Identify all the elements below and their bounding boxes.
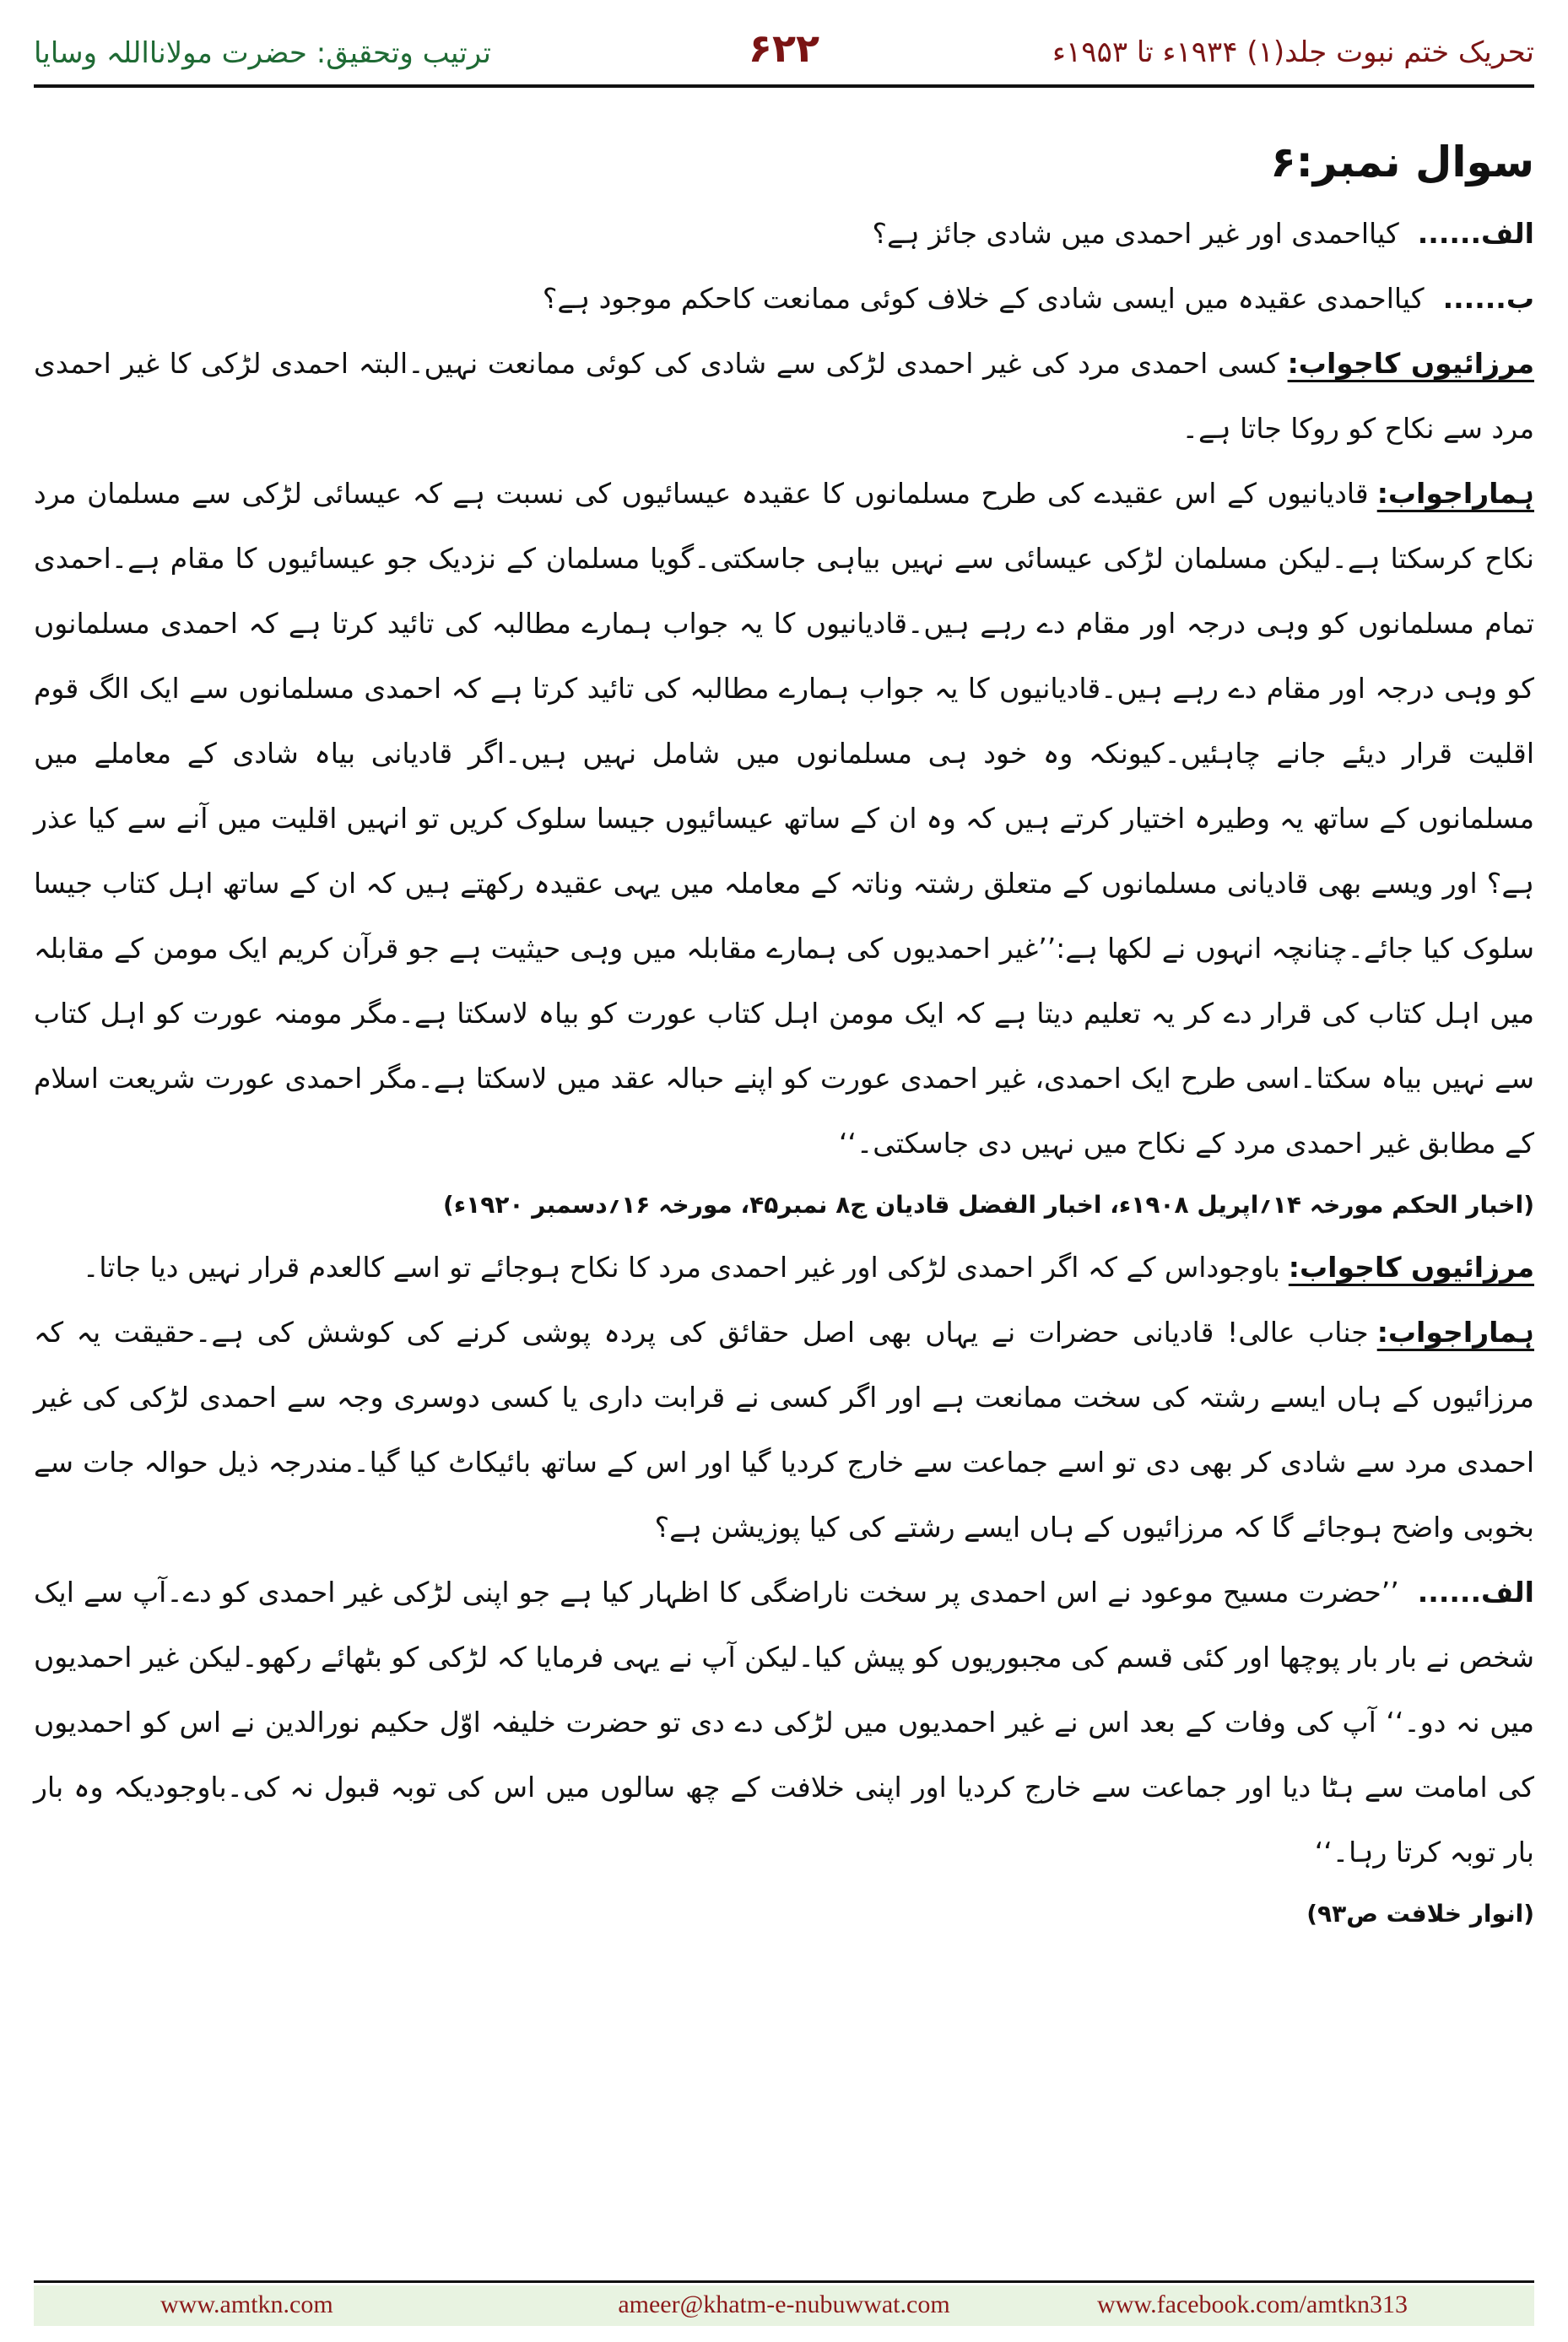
our-answer-1: [34, 461, 1534, 1176]
page-footer: [34, 2285, 1534, 2326]
answer-label: ہماراجواب:: [1376, 477, 1534, 510]
question-item-alif: [34, 201, 1534, 266]
item-text: کیااحمدی اور غیر احمدی میں شادی جائز ہے؟: [872, 217, 1399, 250]
compiler-credit: ترتیب وتحقیق: حضرت مولانااللہ وسایا: [34, 36, 491, 70]
item-text: کیااحمدی عقیدہ میں ایسی شادی کے خلاف کوئی ممانعت کاحکم موجود ہے؟: [542, 282, 1425, 315]
answer-label: مرزائیوں کاجواب:: [1287, 347, 1534, 380]
facebook-link[interactable]: www.facebook.com/amtkn313: [1097, 2291, 1408, 2318]
header-divider: [34, 84, 1534, 88]
item-marker: الف......: [1417, 1576, 1534, 1609]
answer-label: مرزائیوں کاجواب:: [1288, 1251, 1534, 1284]
footer-divider: [34, 2280, 1534, 2283]
quote-text: ’’حضرت مسیح موعود نے اس احمدی پر سخت ناراضگی کا اظہار کیا ہے جو اپنی لڑکی غیر احمدی کو دے۔آپ سے ایک شخص نے بار بار پوچھا اور کئی قسم کی مجبوریوں کو پیش کیا۔لیکن آپ نے یہی فرمایا کہ لڑکی کو بٹھائے رکھو۔لیکن غیر احمدیوں میں نہ دو۔‘‘ آپ کی وفات کے بعد اس نے غیر احمدیوں میں لڑکی دے دی تو حضرت خلیفہ اوّل حکیم نورالدین نے اس کو احمدیوں کی امامت سے ہٹا دیا اور جماعت سے خارج کردیا اور اپنی خلافت کے چھ سالوں میں اس کی توبہ قبول نہ کی۔باوجودیکہ وہ بار بار توبہ کرتا رہا۔‘‘: [34, 1576, 1535, 1869]
email-link[interactable]: ameer@khatm-e-nubuwwat.com: [618, 2291, 950, 2318]
item-marker: الف......: [1417, 217, 1534, 250]
book-title: تحریک ختم نبوت جلد(۱) ۱۹۳۴ء تا ۱۹۵۳ء: [1052, 35, 1534, 69]
page-number: ۶۲۲: [748, 25, 820, 71]
page-header: [34, 25, 1534, 84]
quote-alif: [34, 1560, 1534, 1885]
question-item-be: [34, 266, 1534, 331]
item-marker: ب......: [1442, 282, 1534, 315]
answer-label: ہماراجواب:: [1376, 1316, 1534, 1349]
reference-citation: (اخبار الحکم مورخہ ۱۴؍اپریل ۱۹۰۸ء، اخبار الفضل قادیان ج۸ نمبر۴۵، مورخہ ۱۶؍دسمبر ۱۹۲۰ء): [443, 1191, 1534, 1219]
answer-text: کسی احمدی مرد کی غیر احمدی لڑکی سے شادی کی کوئی ممانعت نہیں۔البتہ احمدی لڑکی کا غیر احمدی مرد سے نکاح کو روکا جاتا ہے۔: [34, 347, 1534, 445]
our-answer-2: [34, 1300, 1534, 1560]
mirzai-answer-1: [34, 331, 1534, 461]
page-body: [34, 127, 1534, 1944]
answer-text: باوجوداس کے کہ اگر احمدی لڑکی اور غیر احمدی مرد کا نکاح ہوجائے تو اسے کالعدم قرار نہیں دیا جاتا۔: [83, 1251, 1280, 1284]
answer-text: جناب عالی! قادیانی حضرات نے یہاں بھی اصل حقائق کی پردہ پوشی کرنے کی کوشش کی ہے۔حقیقت یہ کہ مرزائیوں کے ہاں ایسے رشتہ کی سخت ممانعت ہے اور اگر کسی نے قرابت داری یا کسی دوسری وجہ سے احمدی لڑکی کی غیر احمدی مرد سے شادی کر بھی دی تو اسے جماعت سے خارج کردیا گیا اور اس کے ساتھ بائیکاٹ کیا گیا۔مندرجہ ذیل حوالہ جات سے بخوبی واضح ہوجائے گا کہ مرزائیوں کے ہاں ایسے رشتے کی کیا پوزیشن ہے؟: [34, 1316, 1534, 1544]
question-heading: سوال نمبر:۶: [1270, 138, 1534, 187]
website-link[interactable]: www.amtkn.com: [160, 2291, 333, 2318]
mirzai-answer-2: [34, 1235, 1534, 1300]
answer-text: قادیانیوں کے اس عقیدے کی طرح مسلمانوں کا عقیدہ عیسائیوں کی نسبت ہے کہ عیسائی لڑکی سے مسلمان مرد نکاح کرسکتا ہے۔لیکن مسلمان لڑکی عیسائی سے نہیں بیاہی جاسکتی۔گویا مسلمان کے نزدیک جو عیسائیوں کا مقام ہے۔احمدی تمام مسلمانوں کو وہی درجہ اور مقام دے رہے ہیں۔قادیانیوں کا یہ جواب ہمارے مطالبہ کی تائید کرتا ہے کہ احمدی مسلمانوں کو وہی درجہ اور مقام دے رہے ہیں۔قادیانیوں کا یہ جواب ہمارے مطالبہ کی تائید کرتا ہے کہ احمدی مسلمانوں سے ایک الگ قوم اقلیت قرار دیئے جانے چاہئیں۔کیونکہ وہ خود ہی مسلمانوں میں شامل نہیں ہیں۔اگر قادیانی بیاہ شادی کے معاملے میں مسلمانوں کے ساتھ یہ وطیرہ اختیار کرتے ہیں کہ وہ ان کے ساتھ عیسائیوں جیسا سلوک کریں تو انہیں اقلیت میں آنے سے کیا عذر ہے؟ اور ویسے بھی قادیانی مسلمانوں کے متعلق رشتہ وناتہ کے معاملہ میں یہی عقیدہ رکھتے ہیں کہ ان کے ساتھ اہل کتاب جیسا سلوک کیا جائے۔چنانچہ انہوں نے لکھا ہے:’’غیر احمدیوں کی ہمارے مقابلہ میں وہی حیثیت ہے جو قرآن کریم ایک مومن کے مقابلہ میں اہل کتاب کی قرار دے کر یہ تعلیم دیتا ہے کہ ایک مومن اہل کتاب عورت کو بیاہ لاسکتا ہے۔مگر مومنہ عورت کو اہل کتاب سے نہیں بیاہ سکتا۔اسی طرح ایک احمدی، غیر احمدی عورت کو اپنے حبالہ عقد میں لاسکتا ہے۔مگر احمدی عورت شریعت اسلام کے مطابق غیر احمدی مرد کے نکاح میں نہیں دی جاسکتی۔‘‘: [34, 477, 1534, 1160]
reference-citation: (انوار خلافت ص۹۳): [1306, 1900, 1534, 1928]
